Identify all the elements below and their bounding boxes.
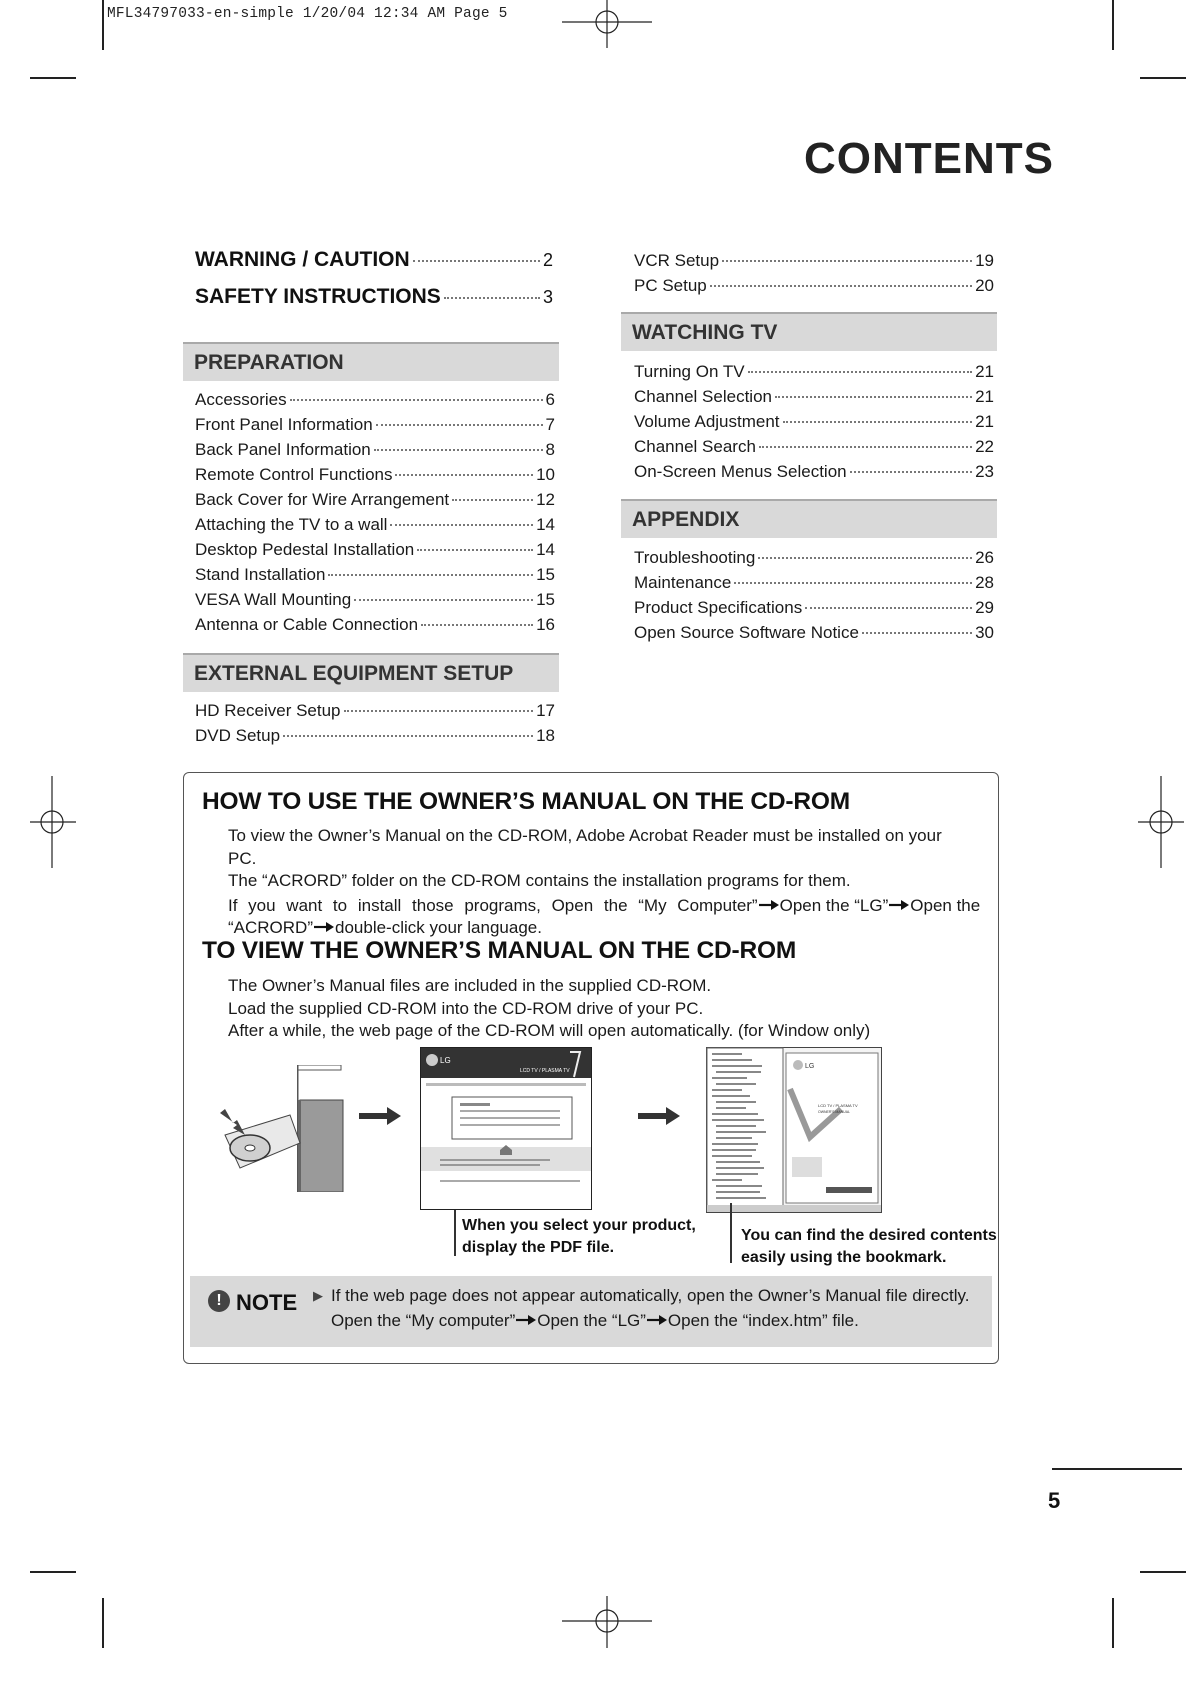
toc-entry[interactable] (195, 590, 555, 610)
toc-entry[interactable] (195, 415, 555, 435)
toc-entry-title: PC Setup (634, 276, 707, 295)
section-header-appendix: APPENDIX (621, 499, 997, 538)
how-line-3c: Open the (910, 895, 981, 915)
screen2-subtitle: OWNER'S MANUAL (818, 1110, 850, 1114)
toc-entry-title: Maintenance (634, 573, 732, 592)
toc-entry-page: 30 (975, 623, 994, 642)
toc-entry-page: 15 (536, 565, 555, 584)
caption-leader-line (730, 1203, 732, 1263)
toc-entry-page: 22 (975, 437, 994, 456)
toc-entry[interactable] (634, 362, 994, 382)
toc-entry-title: VCR Setup (634, 251, 720, 270)
toc-entry-page: 23 (975, 462, 994, 481)
toc-entry-title: Product Specifications (634, 598, 803, 617)
toc-entry-page: 3 (542, 287, 553, 307)
toc-entry-title: Antenna or Cable Connection (195, 615, 419, 634)
exclamation-icon: ! (208, 1290, 230, 1312)
section-header-preparation: PREPARATION (183, 342, 559, 381)
toc-entry-title: Stand Installation (195, 565, 326, 584)
toc-entry[interactable] (195, 615, 555, 635)
toc-entry-title: Turning On TV (634, 362, 745, 381)
arrow-right-icon (638, 1107, 680, 1125)
toc-entry-safety[interactable] (195, 285, 553, 309)
toc-entry-title: Open Source Software Notice (634, 623, 859, 642)
toc-entry[interactable] (634, 276, 994, 296)
caption-bookmark (741, 1225, 997, 1269)
toc-entry-page: 20 (975, 276, 994, 295)
note-line-2c: Open the “index.htm” file. (667, 1311, 859, 1330)
screen1-logo: LG (440, 1056, 451, 1065)
toc-entry-title: VESA Wall Mounting (195, 590, 352, 609)
caption1-line2: display the PDF file. (462, 1239, 615, 1256)
how-line-4b: double-click your language. (335, 918, 542, 937)
toc-entry-title: Attaching the TV to a wall (195, 515, 388, 534)
to-view-text (228, 975, 958, 1043)
toc-entry-title: Channel Search (634, 437, 756, 456)
caption2-line2: easily using the bookmark. (741, 1249, 947, 1266)
screen1-banner: LCD TV / PLASMA TV (520, 1068, 570, 1074)
how-line-3 (228, 895, 981, 918)
view-line-3: After a while, the web page of the CD-ROM will open automatically. (for Window only) (228, 1021, 871, 1040)
toc-entry-title: Accessories (195, 390, 287, 409)
note-line-1-text: If the web page does not appear automatically, open the Owner’s Manual file directly. (331, 1286, 970, 1305)
toc-entry[interactable] (195, 440, 555, 460)
toc-entry-page: 17 (536, 701, 555, 720)
how-line-2: The “ACRORD” folder on the CD-ROM contains the installation programs for them. (228, 871, 851, 890)
toc-entry[interactable] (195, 540, 555, 560)
toc-entry-page: 15 (536, 590, 555, 609)
toc-entry-page: 14 (536, 540, 555, 559)
arrow-right-icon (313, 920, 335, 934)
toc-entry[interactable] (634, 437, 994, 457)
toc-entry-title: SAFETY INSTRUCTIONS (195, 285, 441, 308)
toc-entry[interactable] (634, 387, 994, 407)
toc-entry-title: Channel Selection (634, 387, 772, 406)
toc-entry[interactable] (634, 412, 994, 432)
toc-entry-title: Troubleshooting (634, 548, 756, 567)
section-header-external: EXTERNAL EQUIPMENT SETUP (183, 653, 559, 692)
triangle-bullet-icon: ▶ (313, 1288, 323, 1303)
toc-entry-page: 8 (545, 440, 555, 459)
print-slug: MFL34797033-en-simple 1/20/04 12:34 AM Page 5 (107, 6, 508, 22)
page-number: 5 (1048, 1488, 1061, 1513)
caption2-line1: You can find the desired contents (741, 1227, 997, 1244)
toc-entry-title: Volume Adjustment (634, 412, 780, 431)
note-line-1 (313, 1283, 970, 1308)
toc-entry[interactable] (634, 462, 994, 482)
caption-leader-line (454, 1210, 456, 1256)
toc-entry-page: 29 (975, 598, 994, 617)
pdf-viewer-screenshot (706, 1047, 882, 1213)
caption-select-product (462, 1215, 696, 1259)
toc-entry-warning[interactable] (195, 248, 553, 272)
cd-drive-illustration (215, 1065, 345, 1192)
note-text (313, 1283, 970, 1333)
toc-entry[interactable] (195, 465, 555, 485)
toc-entry-page: 21 (975, 412, 994, 431)
toc-entry-title: Remote Control Functions (195, 465, 393, 484)
view-line-2: Load the supplied CD-ROM into the CD-ROM drive of your PC. (228, 998, 704, 1018)
toc-entry-page: 16 (536, 615, 555, 634)
section-header-watching: WATCHING TV (621, 312, 997, 351)
how-line-1: To view the Owner’s Manual on the CD-ROM, Adobe Acrobat Reader must be installed on your PC. (228, 826, 942, 868)
toc-entry-page: 26 (975, 548, 994, 567)
note-line-2b: Open the “LG” (537, 1311, 646, 1330)
how-to-use-heading: HOW TO USE THE OWNER’S MANUAL ON THE CD-ROM (202, 788, 850, 815)
arrow-right-icon (359, 1107, 401, 1125)
how-to-use-text (228, 825, 981, 940)
toc-entry-title: HD Receiver Setup (195, 701, 341, 720)
toc-entry[interactable] (195, 701, 555, 721)
how-line-3b: Open the “LG” (779, 895, 889, 915)
toc-entry-page: 10 (536, 465, 555, 484)
toc-entry-page: 21 (975, 387, 994, 406)
toc-entry[interactable] (195, 515, 555, 535)
toc-entry-title: Back Cover for Wire Arrangement (195, 490, 450, 509)
toc-entry-page: 19 (975, 251, 994, 270)
page-title: CONTENTS (804, 134, 1054, 183)
toc-entry-page: 12 (536, 490, 555, 509)
toc-entry[interactable] (195, 565, 555, 585)
toc-entry-title: Desktop Pedestal Installation (195, 540, 415, 559)
toc-entry[interactable] (634, 251, 994, 271)
toc-entry[interactable] (195, 726, 555, 746)
how-line-3a: If you want to install those programs, Open the “My Computer” (228, 895, 758, 915)
screen2-title: LCD TV / PLASMA TV (818, 1103, 858, 1108)
arrow-right-icon (758, 898, 780, 912)
to-view-heading: TO VIEW THE OWNER’S MANUAL ON THE CD-ROM (202, 937, 797, 964)
note-label: NOTE (236, 1290, 298, 1315)
toc-entry[interactable] (634, 598, 994, 618)
note-line-2 (331, 1308, 970, 1333)
toc-entry[interactable] (634, 573, 994, 593)
how-line-4a: “ACRORD” (228, 918, 313, 937)
toc-entry-page: 14 (536, 515, 555, 534)
arrow-right-icon (515, 1313, 537, 1327)
toc-entry[interactable] (195, 490, 555, 510)
note-line-2a: Open the “My computer” (331, 1311, 516, 1330)
toc-entry-page: 7 (545, 415, 555, 434)
webpage-screenshot (420, 1047, 592, 1210)
toc-entry-title: Back Panel Information (195, 440, 371, 459)
toc-entry[interactable] (634, 623, 994, 643)
arrow-right-icon (888, 898, 910, 912)
toc-entry[interactable] (634, 548, 994, 568)
toc-entry-title: DVD Setup (195, 726, 281, 745)
arrow-right-icon (646, 1313, 668, 1327)
toc-entry-page: 18 (536, 726, 555, 745)
toc-entry-title: WARNING / CAUTION (195, 248, 410, 271)
toc-entry-page: 28 (975, 573, 994, 592)
toc-entry-page: 6 (545, 390, 555, 409)
toc-entry-title: Front Panel Information (195, 415, 373, 434)
view-line-1: The Owner’s Manual files are included in the supplied CD-ROM. (228, 976, 712, 995)
toc-entry[interactable] (195, 390, 555, 410)
toc-entry-page: 21 (975, 362, 994, 381)
caption1-line1: When you select your product, (462, 1217, 696, 1234)
toc-entry-page: 2 (542, 250, 553, 270)
screen2-logo: LG (805, 1063, 815, 1070)
toc-entry-title: On-Screen Menus Selection (634, 462, 847, 481)
